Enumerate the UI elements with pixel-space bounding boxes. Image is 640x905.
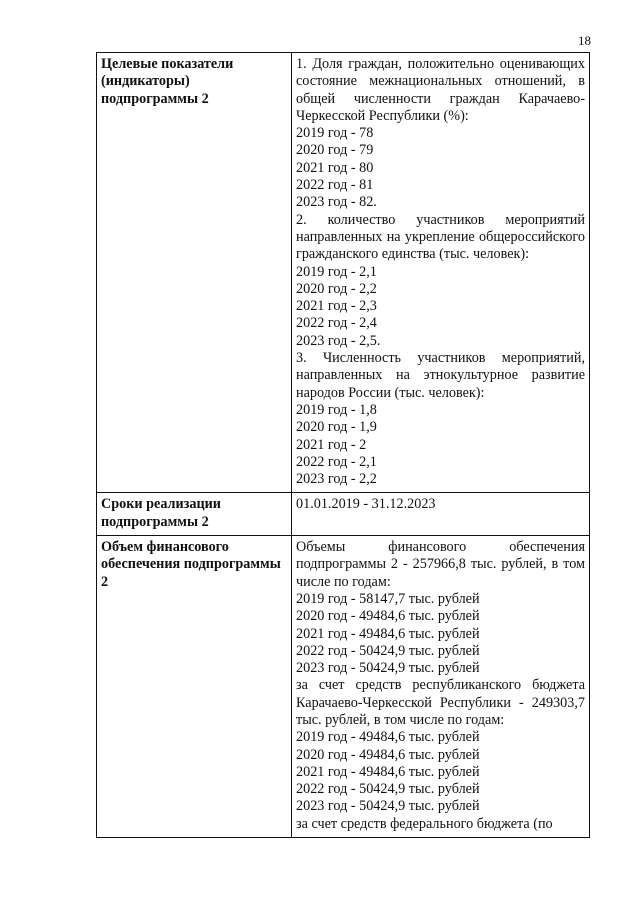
value-line: 3. Численность участников мероприятий, направленных на этнокультурное развитие народов России (тыс. человек):: [296, 350, 585, 401]
value-line: 2019 год - 2,1: [296, 263, 377, 280]
passport-table: [96, 52, 590, 838]
value-line: 2020 год - 1,9: [296, 419, 377, 436]
row-label: Объем финансового обеспечения подпрограммы 2: [97, 536, 292, 838]
value-line: 2021 год - 49484,6 тыс. рублей: [296, 763, 480, 780]
value-line: 2022 год - 50424,9 тыс. рублей: [296, 642, 480, 659]
table-row: [97, 53, 590, 493]
value-line: Объемы финансового обеспечения подпрограммы 2 - 257966,8 тыс. рублей, в том числе по годам:: [296, 539, 585, 590]
value-line: 01.01.2019 - 31.12.2023: [296, 496, 436, 513]
value-line: 2020 год - 2,2: [296, 280, 377, 297]
value-line: 2019 год - 49484,6 тыс. рублей: [296, 729, 480, 746]
value-line: 2019 год - 58147,7 тыс. рублей: [296, 590, 480, 607]
value-line: 2021 год - 2,3: [296, 298, 377, 315]
row-value: [292, 53, 590, 493]
row-value: [292, 493, 590, 536]
value-line: 2020 год - 49484,6 тыс. рублей: [296, 746, 480, 763]
value-line: 2023 год - 50424,9 тыс. рублей: [296, 660, 480, 677]
table-row: [97, 536, 590, 838]
row-label: Целевые показатели (индикаторы) подпрограммы 2: [97, 53, 292, 493]
value-line: 2023 год - 2,2: [296, 471, 377, 488]
value-line: за счет средств республиканского бюджета Карачаево-Черкесской Республики - 249303,7 тыс. рублей, в том числе по годам:: [296, 677, 585, 728]
value-line: 2022 год - 81: [296, 177, 374, 194]
value-line: 1. Доля граждан, положительно оценивающих состояние межнациональных отношений, в общей численности граждан Карачаево-Черкесской Республики (%):: [296, 56, 585, 124]
value-line: 2022 год - 2,4: [296, 315, 377, 332]
value-line: за счет средств федерального бюджета (по: [296, 815, 553, 832]
value-line: 2020 год - 49484,6 тыс. рублей: [296, 608, 480, 625]
row-value: [292, 536, 590, 838]
value-line: 2020 год - 79: [296, 142, 374, 159]
value-line: 2023 год - 50424,9 тыс. рублей: [296, 798, 480, 815]
value-line: 2023 год - 82.: [296, 194, 377, 211]
page-number: 18: [578, 33, 591, 48]
table-row: [97, 493, 590, 536]
value-line: 2021 год - 80: [296, 159, 374, 176]
value-line: 2022 год - 2,1: [296, 453, 377, 470]
value-line: 2021 год - 2: [296, 436, 367, 453]
row-label: Сроки реализации подпрограммы 2: [97, 493, 292, 536]
value-line: 2. количество участников мероприятий направленных на укрепление общероссийского гражданского единства (тыс. человек):: [296, 211, 585, 263]
value-line: 2021 год - 49484,6 тыс. рублей: [296, 625, 480, 642]
value-line: 2023 год - 2,5.: [296, 332, 381, 349]
value-line: 2022 год - 50424,9 тыс. рублей: [296, 781, 480, 798]
value-line: 2019 год - 1,8: [296, 401, 377, 418]
value-line: 2019 год - 78: [296, 125, 374, 142]
